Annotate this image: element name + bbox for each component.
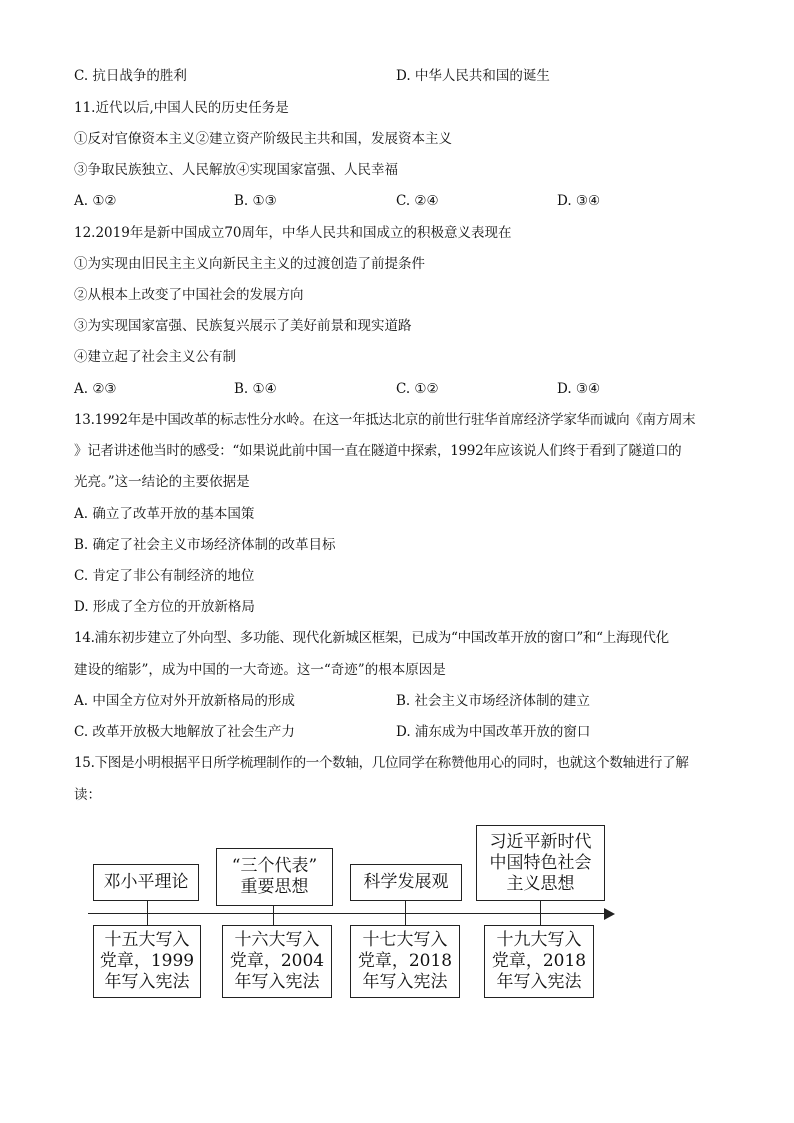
q11-option-c: C. ②④ (396, 193, 439, 209)
theory-line: 习近平新时代 (489, 831, 592, 852)
event-line: 党章，2004 (229, 951, 325, 971)
q12-item: ①为实现由旧民主主义向新民主主义的过渡创造了前提条件 (74, 256, 425, 272)
tick-mark (147, 913, 148, 925)
q13-option-a: A. 确立了改革开放的基本国策 (74, 506, 255, 522)
q15-stem: 15.下图是小明根据平日所学梳理制作的一个数轴，几位同学在称赞他用心的同时，也就这个数轴进行了解 (74, 755, 689, 771)
q15-stem: 读： (74, 787, 101, 803)
event-line: 年写入宪法 (234, 972, 320, 992)
theory-line: 科学发展观 (363, 872, 449, 892)
tick-mark (405, 901, 406, 913)
q13-option-c: C. 肯定了非公有制经济的地位 (74, 568, 255, 584)
q11-item: ①反对官僚资本主义②建立资产阶级民主共和国，发展资本主义 (74, 131, 452, 147)
theory-box (476, 825, 605, 901)
event-line: 年写入宪法 (104, 972, 190, 992)
q10-option-d: D. 中华人民共和国的诞生 (396, 68, 550, 84)
q14-option-c: C. 改革开放极大地解放了社会生产力 (74, 724, 295, 740)
theory-box (350, 864, 462, 901)
theory-line: 邓小平理论 (103, 872, 189, 892)
event-line: 十五大写入 (104, 930, 190, 950)
q14-option-d: D. 浦东成为中国改革开放的窗口 (396, 724, 591, 740)
q12-item: ②从根本上改变了中国社会的发展方向 (74, 287, 304, 303)
timeline-diagram (0, 820, 794, 1020)
event-line: 十九大写入 (496, 930, 582, 950)
theory-box (216, 848, 333, 906)
tick-mark (540, 901, 541, 913)
event-line: 年写入宪法 (496, 972, 582, 992)
tick-mark (540, 913, 541, 925)
q14-stem: 建设的缩影”，成为中国的一大奇迹。这一“奇迹”的根本原因是 (74, 662, 446, 678)
tick-mark (405, 913, 406, 925)
q11-option-a: A. ①② (74, 193, 117, 209)
q14-option-a: A. 中国全方位对外开放新格局的形成 (74, 693, 295, 709)
tick-mark (273, 906, 274, 913)
q14-option-b: B. 社会主义市场经济体制的建立 (396, 693, 591, 709)
event-line: 年写入宪法 (362, 972, 448, 992)
q12-stem: 12.2019年是新中国成立70周年，中华人民共和国成立的积极意义表现在 (74, 225, 512, 241)
q13-option-d: D. 形成了全方位的开放新格局 (74, 599, 255, 615)
q12-item: ③为实现国家富强、民族复兴展示了美好前景和现实道路 (74, 318, 412, 334)
arrow-right-icon (604, 908, 615, 920)
theory-line: “三个代表” (231, 856, 318, 876)
event-box (93, 925, 201, 998)
tick-mark (273, 913, 274, 925)
q14-stem: 14.浦东初步建立了外向型、多功能、现代化新城区框架，已成为“中国改革开放的窗口”和“上海现代化 (74, 630, 669, 646)
theory-box (93, 864, 199, 901)
tick-mark (147, 901, 148, 913)
q12-option-c: C. ①② (396, 381, 439, 397)
event-line: 党章，1999 (99, 951, 195, 971)
theory-line: 重要思想 (240, 877, 309, 897)
q13-stem: 》记者讲述他当时的感受：“如果说此前中国一直在隧道中探索，1992年应该说人们终于看到了隧道口的 (74, 443, 682, 459)
q12-option-b: B. ①④ (234, 381, 277, 397)
q13-option-b: B. 确定了社会主义市场经济体制的改革目标 (74, 537, 336, 553)
q12-option-a: A. ②③ (74, 381, 117, 397)
q11-item: ③争取民族独立、人民解放④实现国家富强、人民幸福 (74, 162, 398, 178)
q10-option-c: C. 抗日战争的胜利 (74, 68, 187, 84)
event-line: 十七大写入 (362, 930, 448, 950)
event-box (222, 925, 332, 998)
event-line: 十六大写入 (234, 930, 320, 950)
theory-line: 主义思想 (506, 873, 575, 894)
event-line: 党章，2018 (491, 951, 587, 971)
event-line: 党章，2018 (357, 951, 453, 971)
q11-stem: 11.近代以后,中国人民的历史任务是 (74, 100, 289, 116)
q12-item: ④建立起了社会主义公有制 (74, 349, 236, 365)
event-box (350, 925, 460, 998)
q12-option-d: D. ③④ (557, 381, 601, 397)
timeline-axis (88, 913, 608, 914)
q13-stem: 13.1992年是中国改革的标志性分水岭。在这一年抵达北京的前世行驻华首席经济学家华而诚向《南方周末 (74, 412, 696, 428)
event-box (484, 925, 594, 998)
q11-option-b: B. ①③ (234, 193, 277, 209)
q13-stem: 光亮。”这一结论的主要依据是 (74, 474, 250, 490)
q11-option-d: D. ③④ (557, 193, 601, 209)
theory-line: 中国特色社会 (489, 852, 592, 873)
